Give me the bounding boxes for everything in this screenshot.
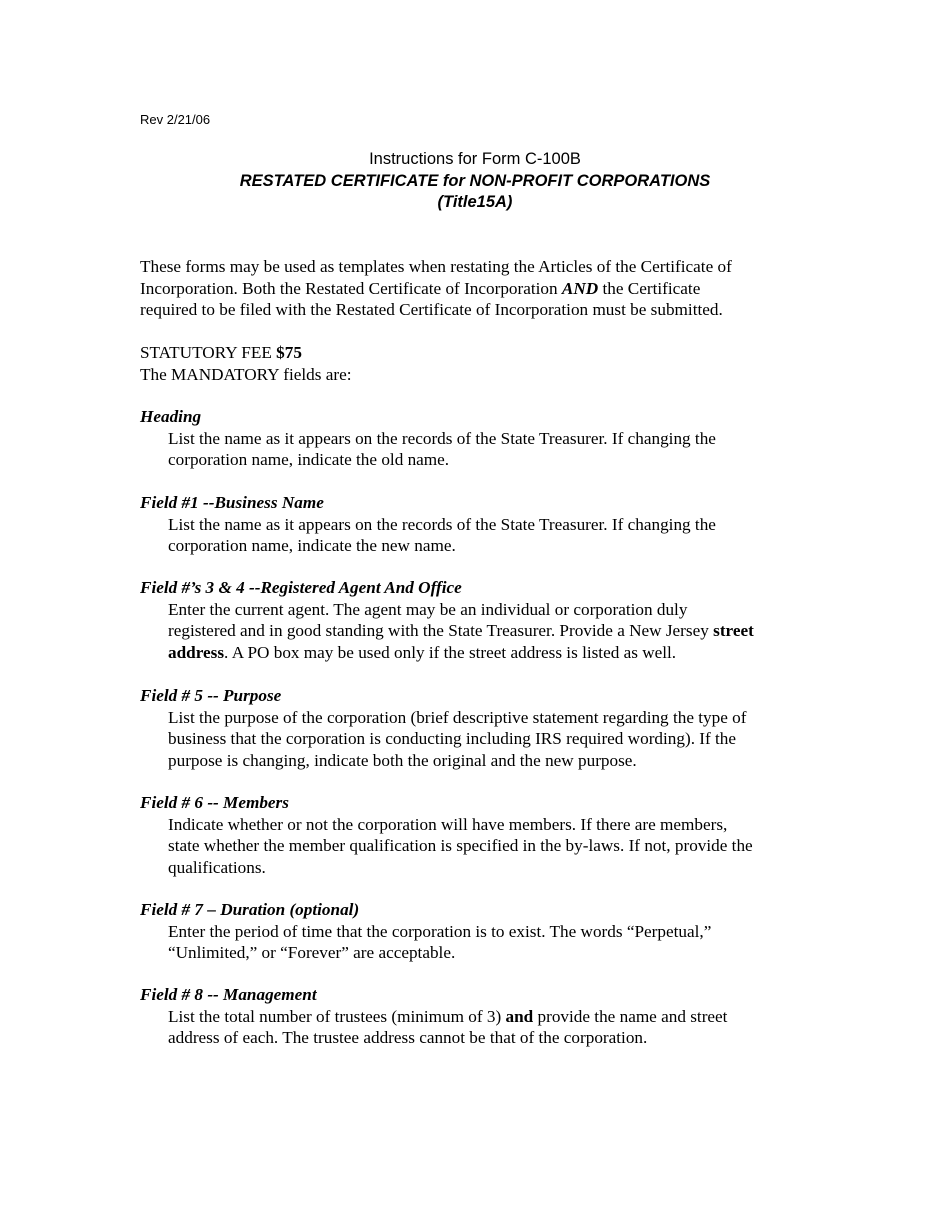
section-title: Field # 7 – Duration (optional) — [140, 900, 360, 919]
description-line: purpose is changing, indicate both the original and the new purpose. — [168, 750, 637, 770]
statutory-fee — [140, 342, 820, 364]
description-line — [168, 642, 823, 664]
section-title: Heading — [140, 407, 202, 426]
intro-emphasis: AND — [561, 278, 599, 298]
fee-amount: $75 — [276, 343, 302, 362]
title-form-name: Instructions for Form C-100B — [369, 150, 581, 168]
description-line: Indicate whether or not the corporation will have members. If there are members, — [168, 814, 728, 834]
description-text: . A PO box may be used only if the street address is listed as well. — [224, 642, 677, 662]
section-field-6 — [140, 792, 820, 878]
description-line: Enter the current agent. The agent may be an individual or corporation duly — [168, 599, 688, 619]
fee-block — [140, 342, 820, 385]
section-description — [140, 707, 823, 772]
description-line — [168, 620, 823, 642]
description-line — [168, 1006, 823, 1028]
mandatory-fields-label: The MANDATORY fields are: — [140, 364, 352, 384]
section-field-1 — [140, 492, 820, 557]
section-description — [140, 921, 823, 964]
section-field-8 — [140, 984, 820, 1049]
section-description — [140, 514, 823, 557]
intro-line — [140, 278, 820, 300]
description-line: corporation name, indicate the new name. — [168, 536, 456, 556]
intro-line: These forms may be used as templates when restating the Articles of the Certificate of — [140, 257, 732, 276]
title-statute: (Title15A) — [437, 193, 513, 211]
description-line: corporation name, indicate the old name. — [168, 450, 450, 470]
section-field-7 — [140, 899, 820, 964]
description-emphasis: street — [713, 621, 754, 641]
description-text: registered and in good standing with the State Treasurer. Provide a New Jersey — [168, 621, 714, 641]
section-description — [140, 428, 823, 471]
intro-paragraph — [140, 256, 820, 321]
section-description — [140, 814, 823, 879]
fee-label: STATUTORY FEE — [140, 343, 277, 362]
description-line: business that the corporation is conducting including IRS required wording). If the — [168, 729, 737, 749]
section-title: Field #1 --Business Name — [140, 493, 324, 512]
section-heading — [140, 406, 820, 471]
description-line: state whether the member qualification is specified in the by-laws. If not, provide the — [168, 836, 753, 856]
section-title: Field #’s 3 & 4 --Registered Agent And Office — [140, 578, 462, 597]
description-line: Enter the period of time that the corporation is to exist. The words “Perpetual,” — [168, 921, 712, 941]
description-line: “Unlimited,” or “Forever” are acceptable. — [168, 943, 456, 963]
description-line: List the name as it appears on the records of the State Treasurer. If changing the — [168, 514, 716, 534]
intro-text: Incorporation. Both the Restated Certificate of Incorporation — [140, 278, 562, 298]
intro-line: required to be filed with the Restated Certificate of Incorporation must be submitted. — [140, 300, 723, 320]
description-line: List the purpose of the corporation (brief descriptive statement regarding the type of — [168, 707, 747, 727]
section-description — [140, 1006, 823, 1049]
title-certificate-name: RESTATED CERTIFICATE for NON-PROFIT CORPORATIONS — [239, 171, 711, 190]
section-title: Field # 8 -- Management — [140, 985, 317, 1004]
description-line: address of each. The trustee address cannot be that of the corporation. — [168, 1028, 648, 1048]
description-text: List the total number of trustees (minimum of 3) — [168, 1006, 506, 1026]
document-title — [140, 149, 810, 214]
description-text: provide the name and street — [533, 1006, 728, 1026]
description-emphasis: address — [168, 642, 225, 662]
section-title: Field # 6 -- Members — [140, 793, 289, 812]
intro-text: the Certificate — [598, 278, 701, 298]
description-emphasis: and — [505, 1006, 534, 1026]
section-description — [140, 599, 823, 664]
revision-date: Rev 2/21/06 — [140, 112, 211, 127]
section-field-5 — [140, 685, 820, 771]
description-line: qualifications. — [168, 857, 266, 877]
description-line: List the name as it appears on the records of the State Treasurer. If changing the — [168, 428, 716, 448]
section-field-3-4 — [140, 577, 820, 663]
section-title: Field # 5 -- Purpose — [140, 686, 282, 705]
